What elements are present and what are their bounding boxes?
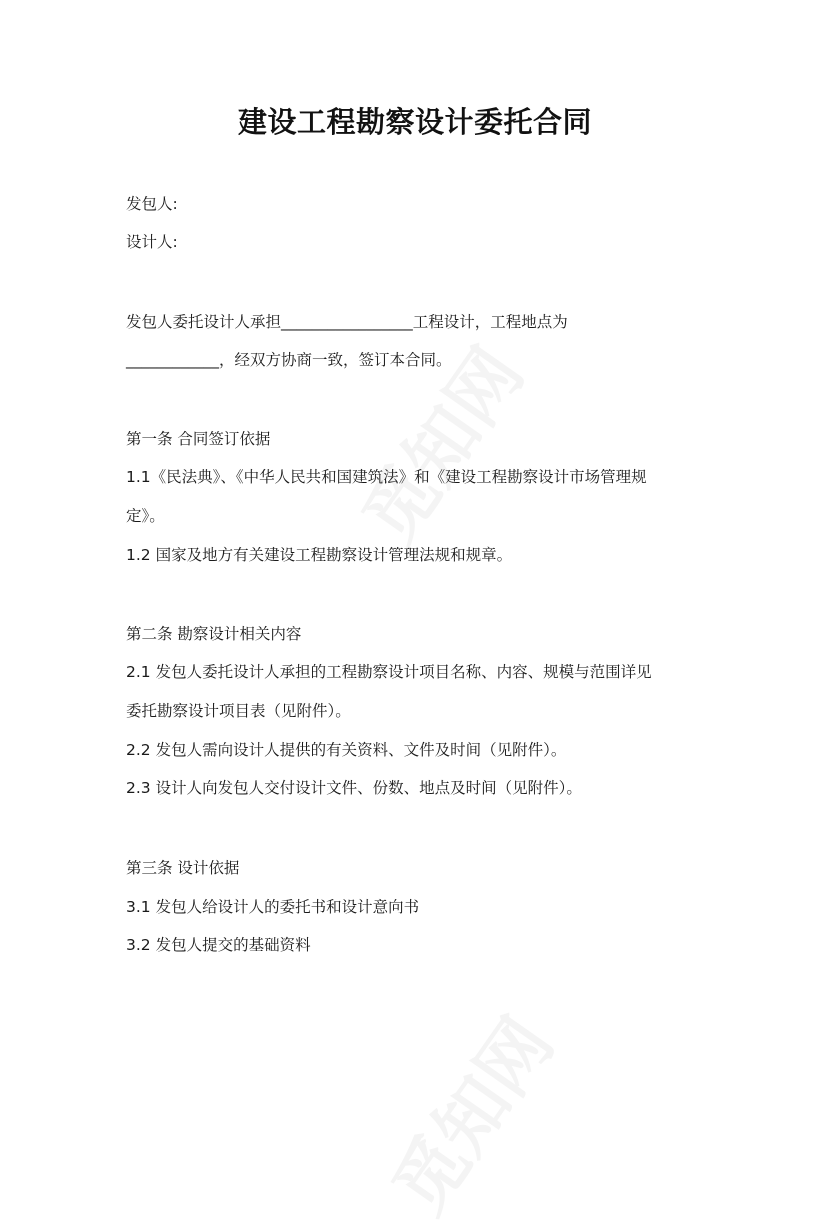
intro-paragraph-line: 发包人委托设计人承担_________________工程设计，工程地点为 [126, 313, 568, 331]
clause-text: 2.3 设计人向发包人交付设计文件、份数、地点及时间（见附件）。 [126, 779, 582, 797]
article-heading: 第二条 勘察设计相关内容 [126, 625, 302, 643]
document-title: 建设工程勘察设计委托合同 [237, 105, 592, 139]
clause-text: 3.2 发包人提交的基础资料 [126, 936, 311, 954]
clause-text: 1.2 国家及地方有关建设工程勘察设计管理法规和规章。 [126, 546, 513, 564]
intro-paragraph-line: ____________，经双方协商一致，签订本合同。 [126, 351, 452, 369]
party-designer-label: 设计人: [126, 233, 178, 251]
article-heading: 第一条 合同签订依据 [126, 430, 271, 448]
clause-text: 2.2 发包人需向设计人提供的有关资料、文件及时间（见附件）。 [126, 741, 567, 759]
article-heading: 第三条 设计依据 [126, 859, 240, 877]
clause-text: 1.1《民法典》、《中华人民共和国建筑法》和《建设工程勘察设计市场管理规 [126, 468, 647, 486]
watermark [363, 994, 572, 1230]
clause-text: 定》。 [126, 507, 165, 525]
party-employer-label: 发包人: [126, 195, 178, 213]
clause-text: 2.1 发包人委托设计人承担的工程勘察设计项目名称、内容、规模与范围详见 [126, 663, 652, 681]
clause-text: 3.1 发包人给设计人的委托书和设计意向书 [126, 898, 420, 916]
clause-text: 委托勘察设计项目表（见附件）。 [126, 702, 351, 720]
